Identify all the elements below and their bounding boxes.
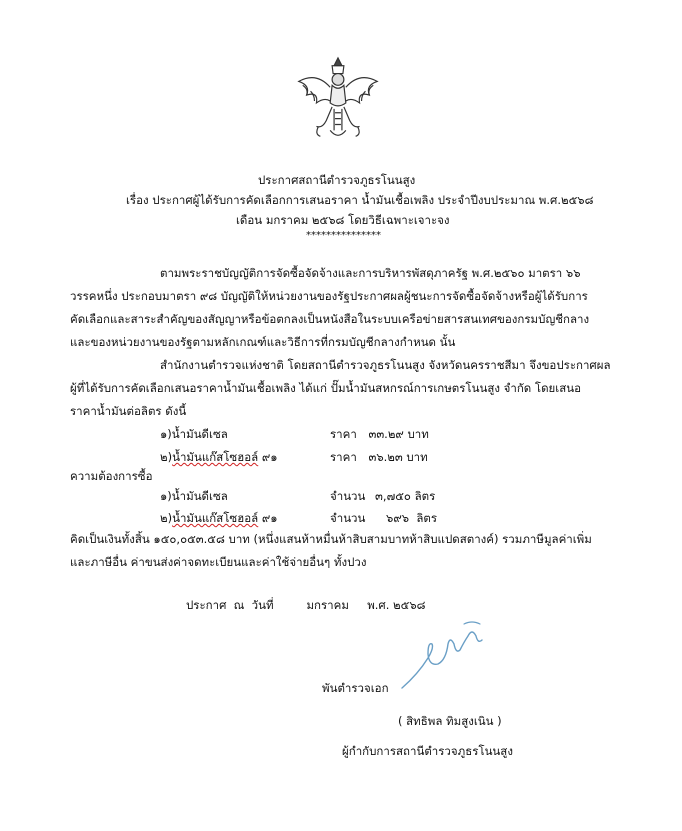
document-month-line: เดือน มกราคม ๒๕๖๘ โดยวิธีเฉพาะเจาะจง <box>236 213 450 227</box>
need-item <box>160 510 278 528</box>
paragraph-1-line-1: ตามพระราชบัญญัติการจัดซื้อจัดจ้างและการบริหารพัสดุภาครัฐ พ.ศ.๒๕๖๐ มาตรา ๖๖ <box>160 266 581 280</box>
price-value <box>330 449 428 467</box>
announcement-date: ประกาศ ณ วันที่ มกราคม พ.ศ. ๒๕๖๘ <box>186 598 426 612</box>
signer-rank: พันตำรวจเอก <box>322 681 389 695</box>
need-label: จำนวน <box>330 489 366 503</box>
price-value <box>330 426 429 444</box>
price-label: ราคา <box>330 450 357 464</box>
price-item <box>160 426 228 444</box>
paragraph-1-line-2: วรรคหนึ่ง ประกอบมาตรา ๙๘ บัญญัติให้หน่วยงานของรัฐประกาศผลผู้ชนะการจัดซื้อจัดจ้างหรือผู้ได้รับการ <box>70 289 588 303</box>
garuda-emblem-icon <box>289 52 387 150</box>
price-item-name: น้ำมันแก๊สโซฮอล์ <box>172 450 259 464</box>
need-amount: ๖๙๖ ลิตร <box>375 511 438 525</box>
price-label: ราคา <box>330 427 357 441</box>
paragraph-1-line-4: และของหน่วยงานของรัฐตามหลักเกณฑ์และวิธีการที่กรมบัญชีกลางกำหนด นั้น <box>70 335 456 349</box>
signer-position: ผู้กำกับการสถานีตำรวจภูธรโนนสูง <box>342 744 513 758</box>
document-subject: เรื่อง ประกาศผู้ได้รับการคัดเลือกการเสนอราคา น้ำมันเชื้อเพลิง ประจำปีงบประมาณ พ.ศ.๒๕๖๘ <box>126 193 594 207</box>
document-title: ประกาศสถานีตำรวจภูธรโนนสูง <box>258 173 416 187</box>
need-amount: ๓,๗๕๐ ลิตร <box>375 489 436 503</box>
paragraph-2-line-1: สำนักงานตำรวจแห่งชาติ โดยสถานีตำรวจภูธรโนนสูง จังหวัดนครราชสีมา จึงขอประกาศผล <box>160 358 611 372</box>
paragraph-2-line-3: ราคาน้ำมันต่อลิตร ดังนี้ <box>70 404 187 418</box>
need-item-name: น้ำมันดีเซล <box>171 489 228 503</box>
total-line-1: คิดเป็นเงินทั้งสิ้น ๑๕๐,๐๕๓.๕๘ บาท (หนึ่งแสนห้าหมื่นห้าสิบสามบาทห้าสิบแปดสตางค์) รวมภาษีมูลค่าเพิ่ม <box>70 532 592 546</box>
handwritten-signature <box>398 614 498 694</box>
need-item-number: ๑) <box>160 489 172 503</box>
price-item <box>160 449 278 467</box>
need-value <box>330 488 435 506</box>
price-item-number: ๑) <box>160 427 172 441</box>
price-item-grade: ๙๑ <box>258 450 278 464</box>
paragraph-2-line-2: ผู้ที่ได้รับการคัดเลือกเสนอราคาน้ำมันเชื้อเพลิง ได้แก่ ปั๊มน้ำมันสหกรณ์การเกษตรโนนสูง จำกัด โดยเสนอ <box>70 381 582 395</box>
need-item <box>160 488 228 506</box>
price-amount: ๓๖.๒๓ บาท <box>368 450 428 464</box>
needs-heading: ความต้องการซื้อ <box>70 469 153 483</box>
need-item-number: ๒) <box>160 511 173 525</box>
separator-stars: *************** <box>306 230 381 241</box>
need-item-grade: ๙๑ <box>258 511 278 525</box>
need-value <box>330 510 437 528</box>
price-item-name: น้ำมันดีเซล <box>171 427 228 441</box>
total-line-2: และภาษีอื่น ค่าขนส่งค่าจดทะเบียนและค่าใช้จ่ายอื่นๆ ทั้งปวง <box>70 555 367 569</box>
need-item-name: น้ำมันแก๊สโซฮอล์ <box>172 511 259 525</box>
need-label: จำนวน <box>330 511 366 525</box>
paragraph-1-line-3: คัดเลือกและสาระสำคัญของสัญญาหรือข้อตกลงเป็นหนังสือในระบบเครือข่ายสารสนเทศของกรมบัญชีกลาง <box>70 312 590 326</box>
signer-name: ( สิทธิพล ทิมสูงเนิน ) <box>398 714 502 728</box>
price-item-number: ๒) <box>160 450 173 464</box>
price-amount: ๓๓.๒๙ บาท <box>368 427 429 441</box>
